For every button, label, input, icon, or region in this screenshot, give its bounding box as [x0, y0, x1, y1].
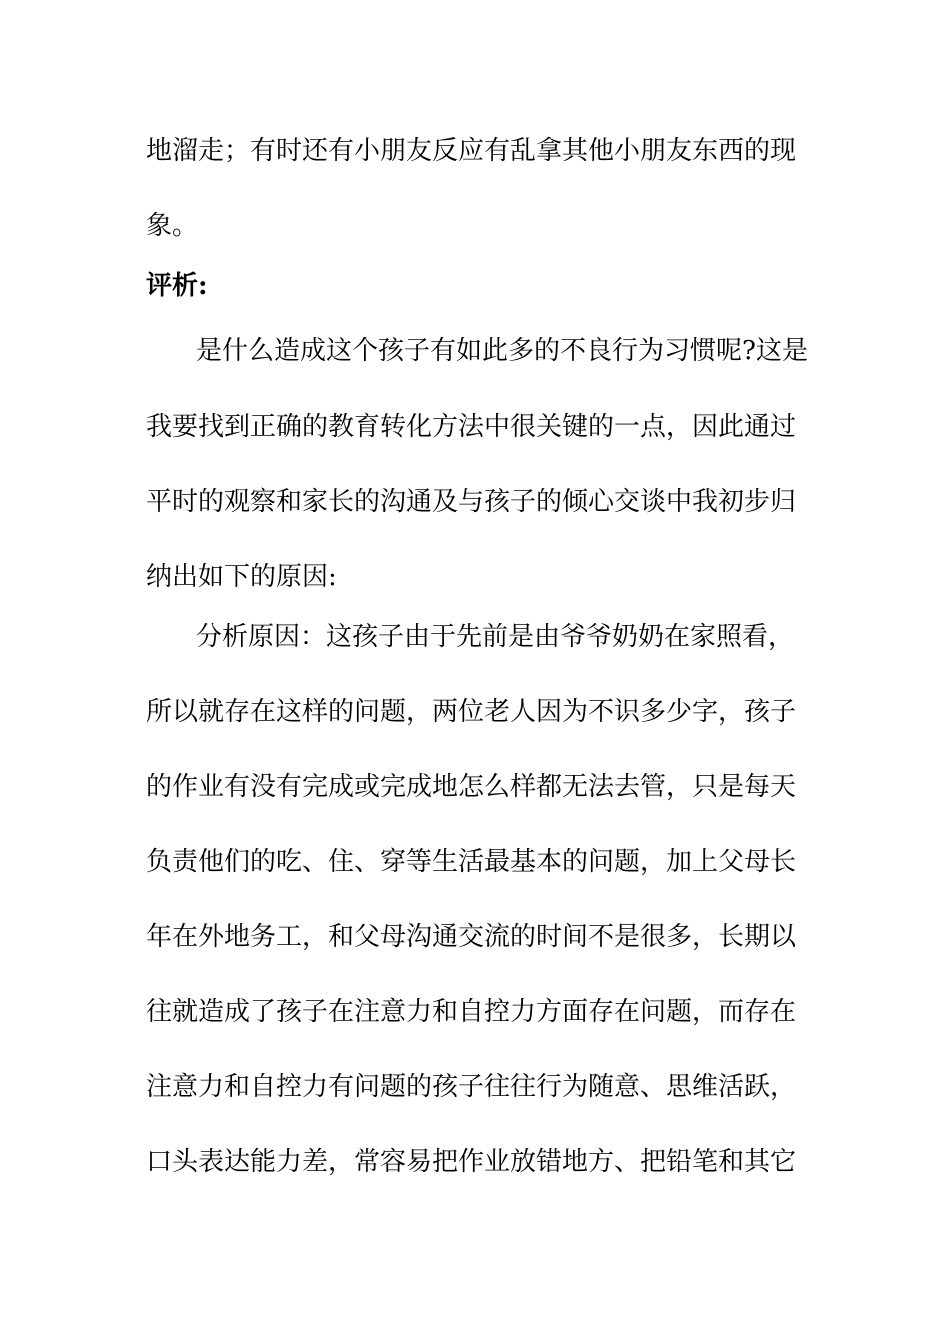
paragraph-line: 纳出如下的原因: — [146, 562, 337, 592]
paragraph-line: 分析原因：这孩子由于先前是由爷爷奶奶在家照看， — [196, 622, 795, 652]
paragraph-line: 负责他们的吃、住、穿等生活最基本的问题，加上父母长 — [146, 847, 797, 877]
paragraph-line: 往就造成了孩子在注意力和自控力方面存在问题，而存在 — [146, 997, 797, 1027]
paragraph-line: 是什么造成这个孩子有如此多的不良行为习惯呢?这是 — [196, 336, 808, 366]
paragraph-line: 的作业有没有完成或完成地怎么样都无法去管，只是每天 — [146, 772, 797, 802]
paragraph-line: 象。 — [146, 211, 199, 241]
paragraph-line: 所以就存在这样的问题，两位老人因为不识多少字，孩子 — [146, 697, 797, 727]
paragraph-line: 年在外地务工，和父母沟通交流的时间不是很多，长期以 — [146, 922, 797, 952]
section-heading: 评析: — [146, 271, 208, 301]
paragraph-line: 口头表达能力差，常容易把作业放错地方、把铅笔和其它 — [146, 1147, 797, 1177]
paragraph-line: 平时的观察和家长的沟通及与孩子的倾心交谈中我初步归 — [146, 487, 797, 517]
paragraph-line: 地溜走；有时还有小朋友反应有乱拿其他小朋友东西的现 — [146, 136, 797, 166]
paragraph-line: 我要找到正确的教育转化方法中很关键的一点，因此通过 — [146, 412, 797, 442]
paragraph-line: 注意力和自控力有问题的孩子往往行为随意、思维活跃， — [146, 1072, 797, 1102]
